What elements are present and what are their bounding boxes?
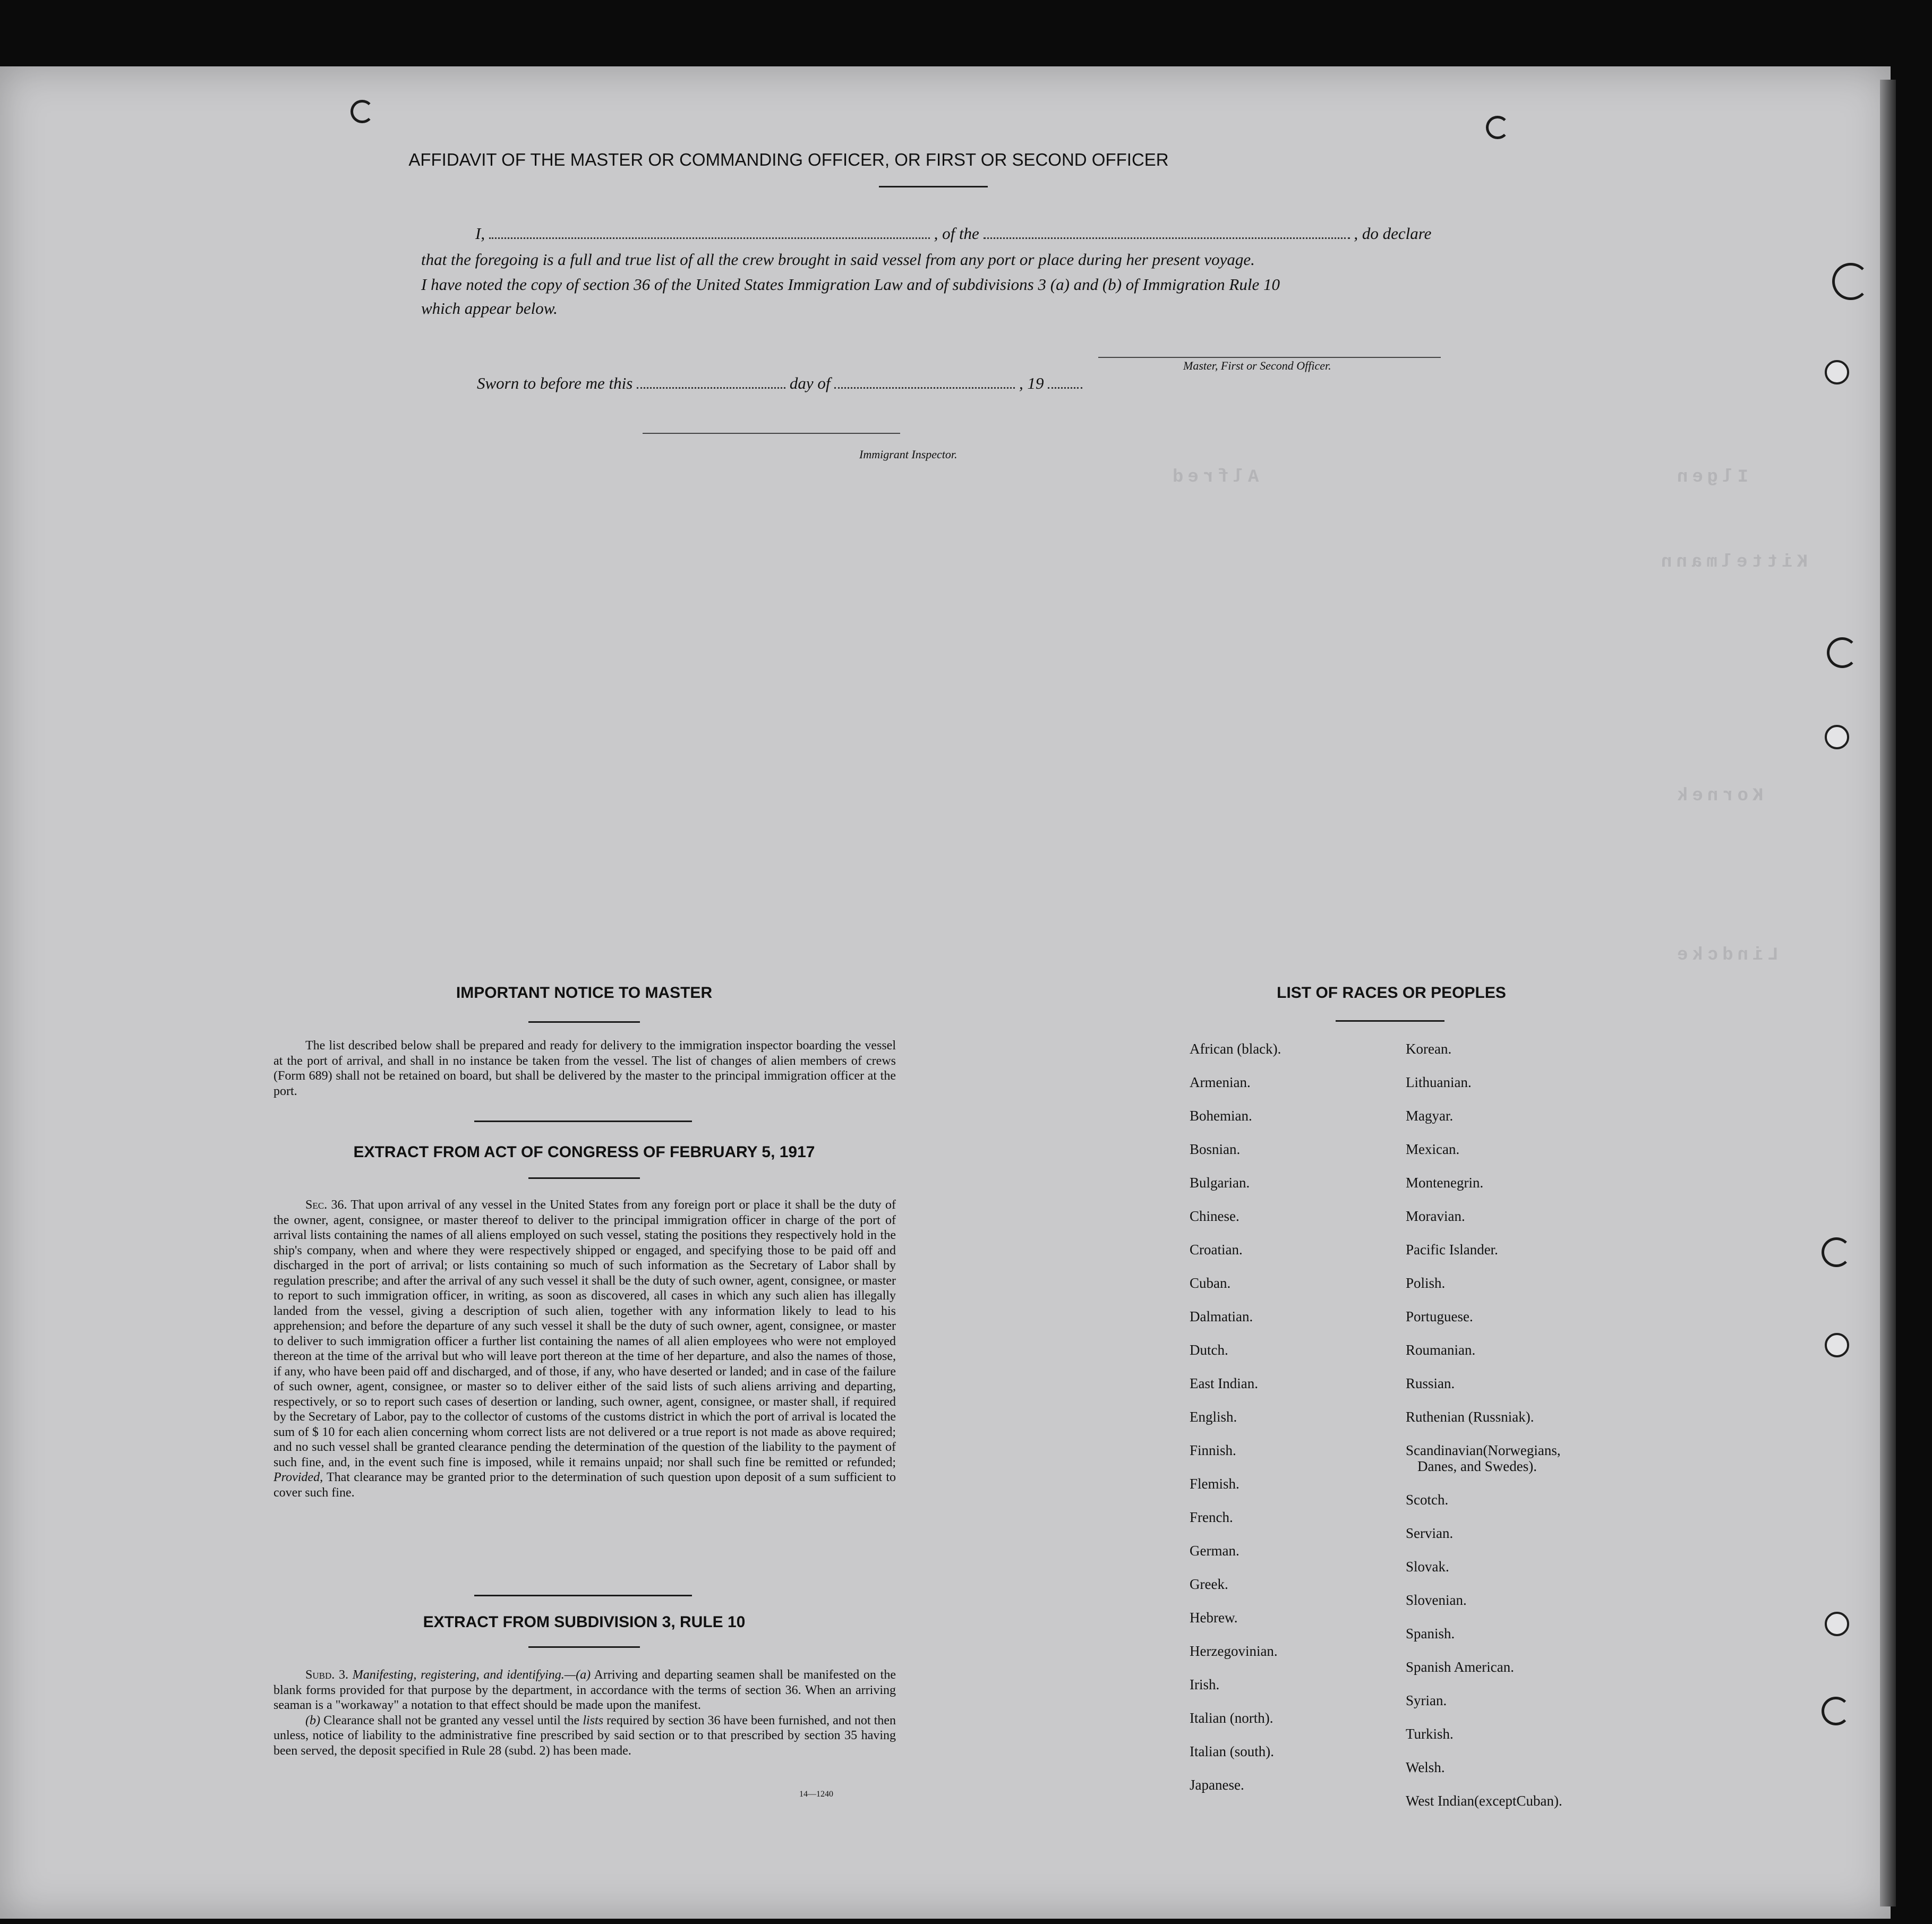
master-signature-caption: Master, First or Second Officer. [1183, 359, 1331, 372]
affidavit-line1 [475, 224, 1431, 243]
affidavit-line4: which appear below. [421, 299, 558, 318]
race-item: French. [1190, 1509, 1233, 1525]
race-item: Finnish. [1190, 1442, 1236, 1458]
rule-paragraph-b [273, 1713, 896, 1759]
race-item: Russian. [1406, 1375, 1455, 1391]
race-item: Chinese. [1190, 1208, 1239, 1224]
document-sheet [0, 66, 1891, 1919]
sworn-month-blank [834, 387, 1015, 389]
rule-text-b2: required by section 36 have been furnished, and not then unless, notice of liability to the administrative fine prescribed by said section or to that prescribed by section 35 having been served, the deposit specified in Rule 28 (subd. 2) has been made. [273, 1713, 896, 1758]
race-item: Greek. [1190, 1576, 1228, 1592]
rule-body [273, 1668, 896, 1758]
race-item: Pacific Islander. [1406, 1242, 1498, 1258]
affidavit-i-label: I, [475, 224, 485, 243]
race-item: Turkish. [1406, 1726, 1454, 1742]
affidavit-title-rule [879, 186, 988, 187]
race-item: Dutch. [1190, 1342, 1228, 1358]
race-item: Cuban. [1190, 1275, 1231, 1291]
binder-clip [1832, 263, 1869, 300]
bleed-through-text: Ilgen [1673, 467, 1749, 488]
rule-text-b1: Clearance shall not be granted any vessel until the [323, 1713, 580, 1728]
notice-divider [474, 1121, 692, 1122]
bleed-through-text: Alfred [1168, 467, 1259, 488]
race-item: Korean. [1406, 1041, 1452, 1057]
race-item: Servian. [1406, 1525, 1454, 1541]
binder-hole [1825, 1612, 1849, 1636]
year-label: , 19 [1019, 374, 1044, 392]
race-item: Italian (north). [1190, 1710, 1273, 1726]
race-item: Slovak. [1406, 1559, 1449, 1575]
provided-word: Provided, [273, 1470, 323, 1484]
section-label: Sec. 36. [305, 1198, 347, 1212]
subd-label: Subd. 3. [305, 1668, 348, 1682]
act-title-rule [528, 1177, 640, 1179]
affidavit-title: AFFIDAVIT OF THE MASTER OR COMMANDING OFFICER, OR FIRST OR SECOND OFFICER [408, 150, 1169, 169]
race-item: Polish. [1406, 1275, 1446, 1291]
race-item: Bulgarian. [1190, 1175, 1250, 1191]
notice-title: IMPORTANT NOTICE TO MASTER [456, 984, 713, 1002]
races-title-rule [1336, 1020, 1444, 1022]
b-label: (b) [305, 1713, 320, 1728]
race-item: Mexican. [1406, 1141, 1460, 1157]
race-item: Japanese. [1190, 1777, 1244, 1793]
sworn-year-blank [1048, 387, 1082, 389]
race-item: Roumanian. [1406, 1342, 1476, 1358]
race-item: Bohemian. [1190, 1108, 1252, 1124]
act-title: EXTRACT FROM ACT OF CONGRESS OF FEBRUARY 5, 1917 [353, 1143, 815, 1161]
races-title: LIST OF RACES OR PEOPLES [1277, 984, 1506, 1002]
inspector-signature-caption: Immigrant Inspector. [859, 448, 958, 461]
binder-hole [1825, 360, 1849, 384]
race-item: Magyar. [1406, 1108, 1454, 1124]
subd-heading: Manifesting, registering, and identifying.—(a) [352, 1668, 591, 1682]
race-item: Hebrew. [1190, 1610, 1238, 1626]
race-item: West Indian(exceptCuban). [1406, 1793, 1562, 1809]
act-divider [474, 1595, 692, 1596]
race-item: Montenegrin. [1406, 1175, 1484, 1191]
act-text-part2: That clearance may be granted prior to the determination of such question upon deposit of a sum sufficient to cover such fine. [273, 1470, 896, 1500]
binder-hole [1825, 1333, 1849, 1357]
binder-clip [1822, 1237, 1851, 1267]
lists-word: lists [583, 1713, 604, 1728]
vessel-name-blank [984, 237, 1350, 239]
sworn-day-blank [637, 387, 785, 389]
notice-title-rule [528, 1021, 640, 1023]
race-item: Slovenian. [1406, 1592, 1467, 1608]
race-item: German. [1190, 1543, 1239, 1559]
race-item: Moravian. [1406, 1208, 1465, 1224]
race-item: Italian (south). [1190, 1743, 1274, 1759]
race-item: Scandinavian(Norwegians, [1406, 1442, 1561, 1458]
rule-text-a: Arriving and departing seamen shall be manifested on the blank forms provided for that purpose by the department, in accordance with the terms of section 36. When an arriving seaman is a "workaway" a notation to that effect should be made upon the manifest. [273, 1668, 896, 1712]
race-item: Syrian. [1406, 1692, 1447, 1708]
notice-body [273, 1038, 896, 1099]
act-text-part1: That upon arrival of any vessel in the United States from any foreign port or place it shall be the duty of the owner, agent, consignee, or master thereof to deliver to the principal immigration officer in charge of the port of arrival lists containing the names of all aliens employed on such vessel, stating the positions they respectively hold in the ship's company, when and where they were respectively shipped or engaged, and specifying those to be paid off and discharged in the port of arrival; or lists containing so much of such information as the Secretary of Labor shall by regulation prescribe; and after the arrival of any such vessel it shall be the duty of such owner, agent, consignee, or master to report to such immigration officer, in writing, as soon as discovered, all cases in which any such alien has illegally landed from the vessel, giving a description of such alien, together with any information likely to lead to his apprehension; and before the departure of any such vessel it shall be the duty of such owner, agent, consignee, or master to deliver to such immigration officer a further list containing the names of all alien employees who were not employed thereon at the time of the arrival but who will leave port thereon at the time of her departure, and also the names of those, if any, who have been paid off and discharged, and of those, if any, who have deserted or landed; and in case of the failure of such owner, agent, consignee, or master so to deliver either of the said lists of such aliens arriving and departing, respectively, or so to report such cases of desertion or landing, such owner, agent, consignee, or master shall, if required by the Secretary of Labor, pay to the collector of customs of the customs district in which the port of arrival is located the sum of $ 10 for each alien concerning whom correct lists are not delivered or a true report is not made as above required; and no such vessel shall be granted clearance pending the determination of the question of the liability to the payment of such fine, and, in the event such fine is imposed, while it remains unpaid; nor shall such fine be remitted or refunded; [273, 1198, 896, 1469]
bleed-through-text: Kornek [1673, 786, 1764, 806]
race-item: Lithuanian. [1406, 1074, 1472, 1090]
form-number: 14—1240 [799, 1790, 833, 1799]
race-item: Portuguese. [1406, 1309, 1473, 1324]
binder-hole [1825, 725, 1849, 749]
punch-mark [1486, 116, 1509, 139]
race-item: Scotch. [1406, 1492, 1449, 1508]
master-signature-line [1098, 357, 1441, 358]
race-item: Spanish. [1406, 1626, 1455, 1641]
notice-paragraph: The list described below shall be prepared and ready for delivery to the immigration inspector boarding the vessel at the port of arrival, and shall in no instance be taken from the vessel. The list of changes of alien members of crews (Form 689) shall not be retained on board, but shall be delivered by the master to the principal immigration officer at the port. [273, 1039, 896, 1098]
race-item: Spanish American. [1406, 1659, 1514, 1675]
race-item: Ruthenian (Russniak). [1406, 1409, 1534, 1425]
bleed-through-text: Lindcke [1673, 945, 1779, 965]
officer-name-blank [489, 237, 930, 239]
act-body [273, 1198, 896, 1500]
rule-paragraph-a [273, 1668, 896, 1713]
race-item: Herzegovinian. [1190, 1643, 1278, 1659]
punch-mark [351, 100, 374, 123]
race-item: East Indian. [1190, 1375, 1258, 1391]
sworn-label: Sworn to before me this [477, 374, 633, 392]
affidavit-declare-label: , do declare [1354, 224, 1432, 243]
race-item: Croatian. [1190, 1242, 1243, 1258]
binder-clip [1822, 1697, 1850, 1725]
affidavit-line3: I have noted the copy of section 36 of the United States Immigration Law and of subdivisions 3 (a) and (b) of Immigration Rule 10 [421, 275, 1280, 294]
race-item: Flemish. [1190, 1476, 1239, 1492]
race-item: African (black). [1190, 1041, 1281, 1057]
races-column-1 [1190, 1032, 1281, 1802]
race-item: Dalmatian. [1190, 1309, 1253, 1324]
bleed-through-text: Kittelmann [1657, 552, 1808, 572]
race-item: Welsh. [1406, 1759, 1445, 1775]
act-paragraph [273, 1198, 896, 1500]
binder-clip [1827, 637, 1858, 668]
races-column-2 [1406, 1032, 1562, 1818]
race-item: Irish. [1190, 1677, 1220, 1692]
race-item: Bosnian. [1190, 1141, 1241, 1157]
affidavit-of-the-label: , of the [934, 224, 979, 243]
race-item: English. [1190, 1409, 1237, 1425]
race-item: Armenian. [1190, 1074, 1251, 1090]
rule-title-rule [528, 1646, 640, 1648]
inspector-signature-line [643, 433, 900, 434]
race-item: Danes, and Swedes). [1417, 1458, 1537, 1474]
rule-title: EXTRACT FROM SUBDIVISION 3, RULE 10 [423, 1613, 746, 1631]
sworn-line [477, 374, 1082, 393]
day-of-label: day of [789, 374, 831, 392]
affidavit-line2: that the foregoing is a full and true list of all the crew brought in said vessel from any port or place during her present voyage. [421, 250, 1255, 269]
sheet-edge [1880, 80, 1896, 1906]
